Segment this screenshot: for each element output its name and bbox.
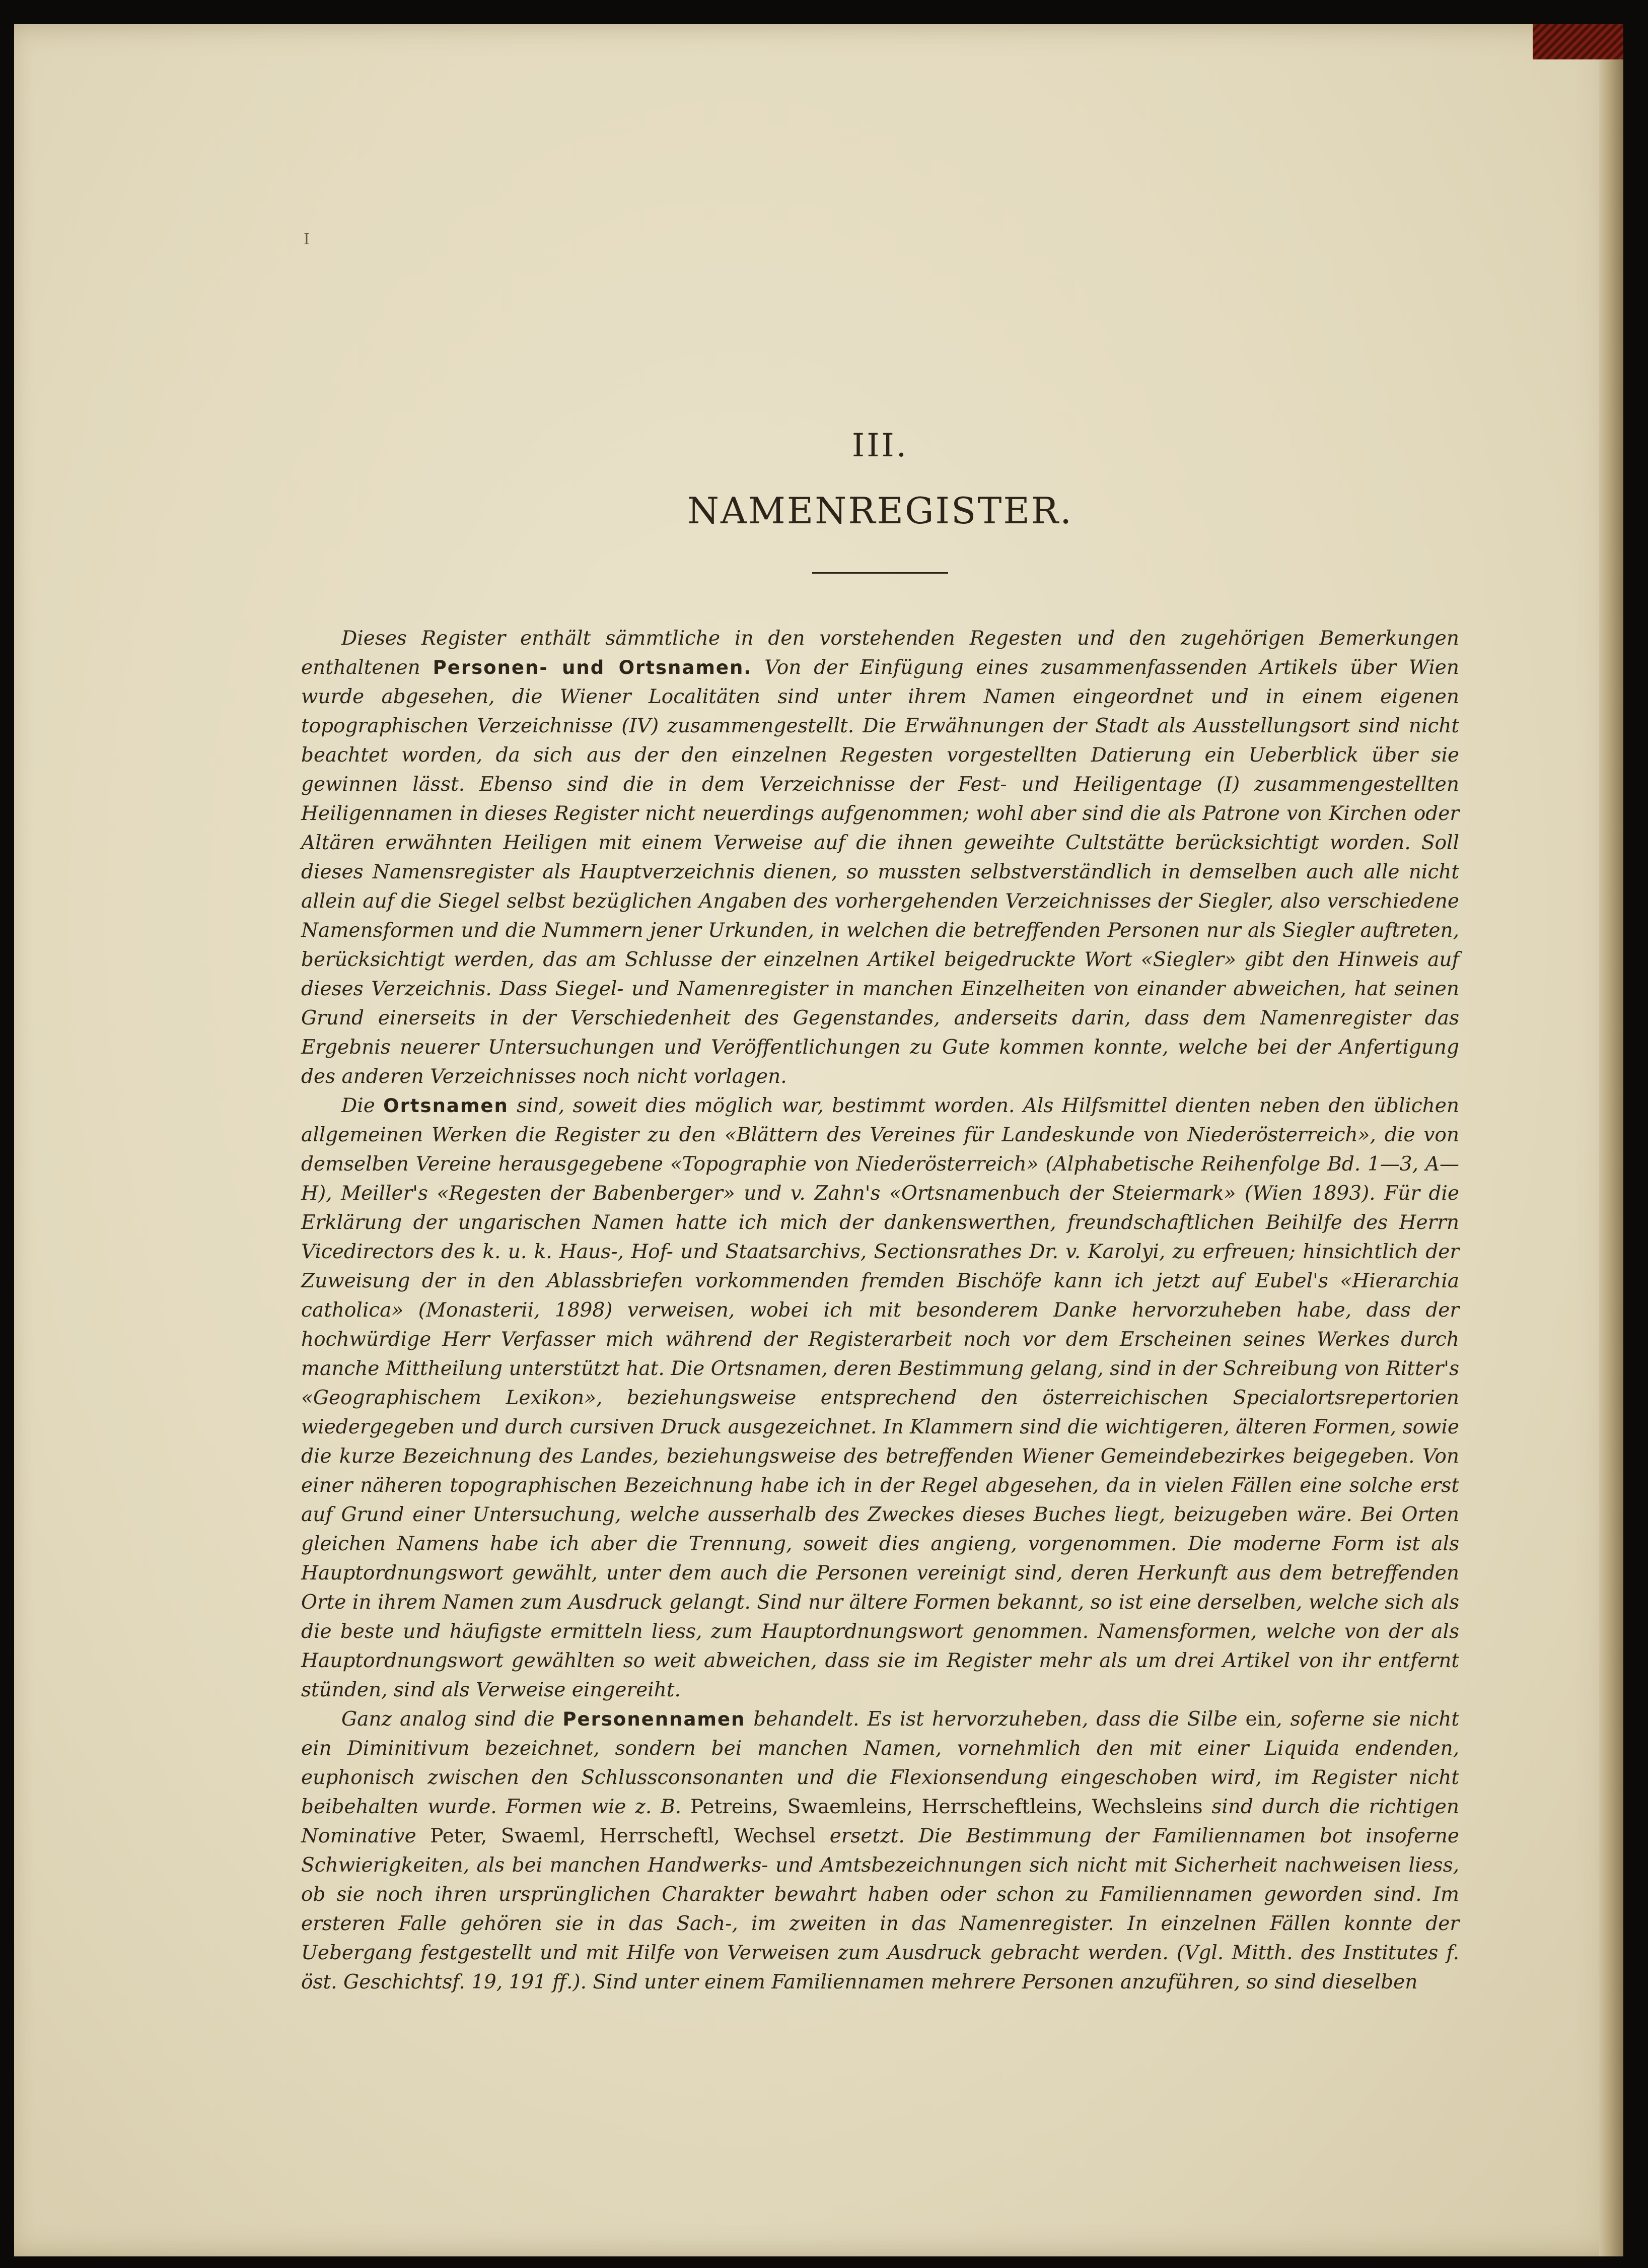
- p3-segment: Ganz analog sind die: [341, 1708, 563, 1731]
- bookmark-ribbon: [1533, 24, 1623, 59]
- p3-segment: behandelt. Es ist hervorzuheben, dass die Silbe: [745, 1708, 1246, 1731]
- title-divider: [812, 572, 948, 574]
- book-page: [14, 24, 1623, 2256]
- p3-segment: Petreins, Swaemleins, Herrscheftleins, Wechsleins: [690, 1796, 1203, 1818]
- section-number: III.: [851, 427, 909, 464]
- margin-mark: I: [304, 231, 310, 248]
- p3-segment: Peter, Swaeml, Herrscheftl, Wechsel: [430, 1825, 816, 1847]
- p2-segment: Die: [341, 1094, 384, 1117]
- p1-segment: Dieses Register enthält sämmtliche in den vorstehenden Regesten und den zugehörigen Bemerkungen enthaltenen: [301, 627, 1459, 679]
- section-title: NAMENREGISTER.: [687, 490, 1073, 532]
- p2-segment: sind, soweit dies möglich war, bestimmt worden. Als Hilfsmittel dienten neben den üblichen allgemeinen Werken die Register zu den «Blättern des Vereines für Landeskunde von Niederösterreich», die von demselben Vereine herausgegebene «Topographie von Niederösterreich» (Alphabetische Reihenfolge Bd. 1—3, A—H), Meiller's «Regesten der Babenberger» und v. Zahn's «Ortsnamenbuch der Steiermark» (Wien 1893). Für die Erklärung der ungarischen Namen hatte ich mich der dankenswerthen, freundschaftlichen Beihilfe des Herrn Vicedirectors des k. u. k. Haus-, Hof- und Staatsarchivs, Sectionsrathes Dr. v. Karolyi, zu erfreuen; hinsichtlich der Zuweisung der in den Ablassbriefen vorkommenden fremden Bischöfe kann ich jetzt auf Eubel's «Hierarchia catholica» (Monasterii, 1898) verweisen, wobei ich mit besonderem Danke hervorzuheben habe, dass der hochwürdige Herr Verfasser mich während der Registerarbeit noch vor dem Erscheinen seines Werkes durch manche Mittheilung unterstützt hat. Die Ortsnamen, deren Bestimmung gelang, sind in der Schreibung von Ritter's «Geographischem Lexikon», beziehungsweise entsprechend den österreichischen Specialortsrepertorien wiedergegeben und durch cursiven Druck ausgezeichnet. In Klammern sind die wichtigeren, älteren Formen, sowie die kurze Bezeichnung des Landes, beziehungsweise des betreffenden Wiener Gemeindebezirkes beigegeben. Von einer näheren topographischen Bezeichnung habe ich in der Regel abgesehen, da in vielen Fällen eine solche erst auf Grund einer Untersuchung, welche ausserhalb des Zweckes dieses Buches liegt, beizugeben wäre. Bei Orten gleichen Namens habe ich aber die Trennung, soweit dies angieng, vorgenommen. Die moderne Form ist als Hauptordnungswort gewählt, unter dem auch die Personen vereinigt sind, deren Herkunft aus dem betreffenden Orte in ihrem Namen zum Ausdruck gelangt. Sind nur ältere Formen bekannt, so ist eine derselben, welche sich als die beste und häufigste ermitteln liess, zum Hauptordnungswort genommen. Namensformen, welche von der als Hauptordnungswort gewählten so weit abweichen, dass sie im Register mehr als um drei Artikel von ihr entfernt stünden, sind als Verweise eingereiht.: [301, 1094, 1459, 1701]
- paragraph-intro: [301, 624, 1459, 1091]
- p2-segment: Ortsnamen: [383, 1095, 509, 1117]
- p3-segment: , soferne sie nicht ein Diminitivum bezeichnet, sondern bei manchen Namen, vornehmlich den mit einer Liquida endenden, euphonisch zwischen den Schlussconsonanten und die Flexionsendung eingeschoben wird, im Register nicht beibehalten wurde. Formen wie z. B.: [301, 1708, 1459, 1818]
- page-binding-edge: [1599, 24, 1623, 2256]
- p1-segment: Von der Einfügung eines zusammenfassenden Artikels über Wien wurde abgesehen, die Wiener Localitäten sind unter ihrem Namen eingeordnet und in einem eigenen topographischen Verzeichnisse (IV) zusammengestellt. Die Erwähnungen der Stadt als Ausstellungsort sind nicht beachtet worden, da sich aus der den einzelnen Regesten vorgestellten Datierung ein Ueberblick über sie gewinnen lässt. Ebenso sind die in dem Verzeichnisse der Fest- und Heiligentage (I) zusammengestellten Heiligennamen in dieses Register nicht neuerdings aufgenommen; wohl aber sind die als Patrone von Kirchen oder Altären erwähnten Heiligen mit einem Verweise auf die ihnen geweihte Cultstätte berücksichtigt worden. Soll dieses Namensregister als Hauptverzeichnis dienen, so mussten selbstverständlich in demselben auch alle nicht allein auf die Siegel selbst bezüglichen Angaben des vorhergehenden Verzeichnisses der Siegler, also verschiedene Namensformen und die Nummern jener Urkunden, in welchen die betreffenden Personen nur als Siegler auftreten, berücksichtigt werden, das am Schlusse der einzelnen Artikel beigedruckte Wort «Siegler» gibt den Hinweis auf dieses Verzeichnis. Dass Siegel- und Namenregister in manchen Einzelheiten von einander abweichen, hat seinen Grund einerseits in der Verschiedenheit des Gegenstandes, anderseits darin, dass dem Namenregister das Ergebnis neuerer Untersuchungen und Veröffentlichungen zu Gute kommen konnte, welche bei der Anfertigung des anderen Verzeichnisses noch nicht vorlagen.: [301, 656, 1459, 1088]
- p3-segment: ein: [1245, 1708, 1276, 1731]
- p3-segment: sind durch die richtigen Nominative: [301, 1796, 1459, 1847]
- paragraph-personennamen: [301, 1705, 1459, 1997]
- p3-segment: Personennamen: [562, 1708, 746, 1730]
- p1-segment: Personen- und Ortsnamen.: [433, 657, 752, 678]
- p3-segment: ersetzt. Die Bestimmung der Familiennamen bot insoferne Schwierigkeiten, als bei manchen Handwerks- und Amtsbezeichnungen sich nicht mit Sicherheit nachweisen liess, ob sie noch ihren ursprünglichen Charakter bewahrt haben oder schon zu Familiennamen geworden sind. Im ersteren Falle gehören sie in das Sach-, im zweiten in das Namenregister. In einzelnen Fällen konnte der Uebergang festgestellt und mit Hilfe von Verweisen zum Ausdruck gebracht werden. (Vgl. Mitth. des Institutes f. öst. Geschichtsf. 19, 191 ff.). Sind unter einem Familiennamen mehrere Personen anzuführen, so sind dieselben: [301, 1825, 1459, 1994]
- paragraph-ortsnamen: [301, 1091, 1459, 1705]
- page-content: [301, 427, 1459, 1997]
